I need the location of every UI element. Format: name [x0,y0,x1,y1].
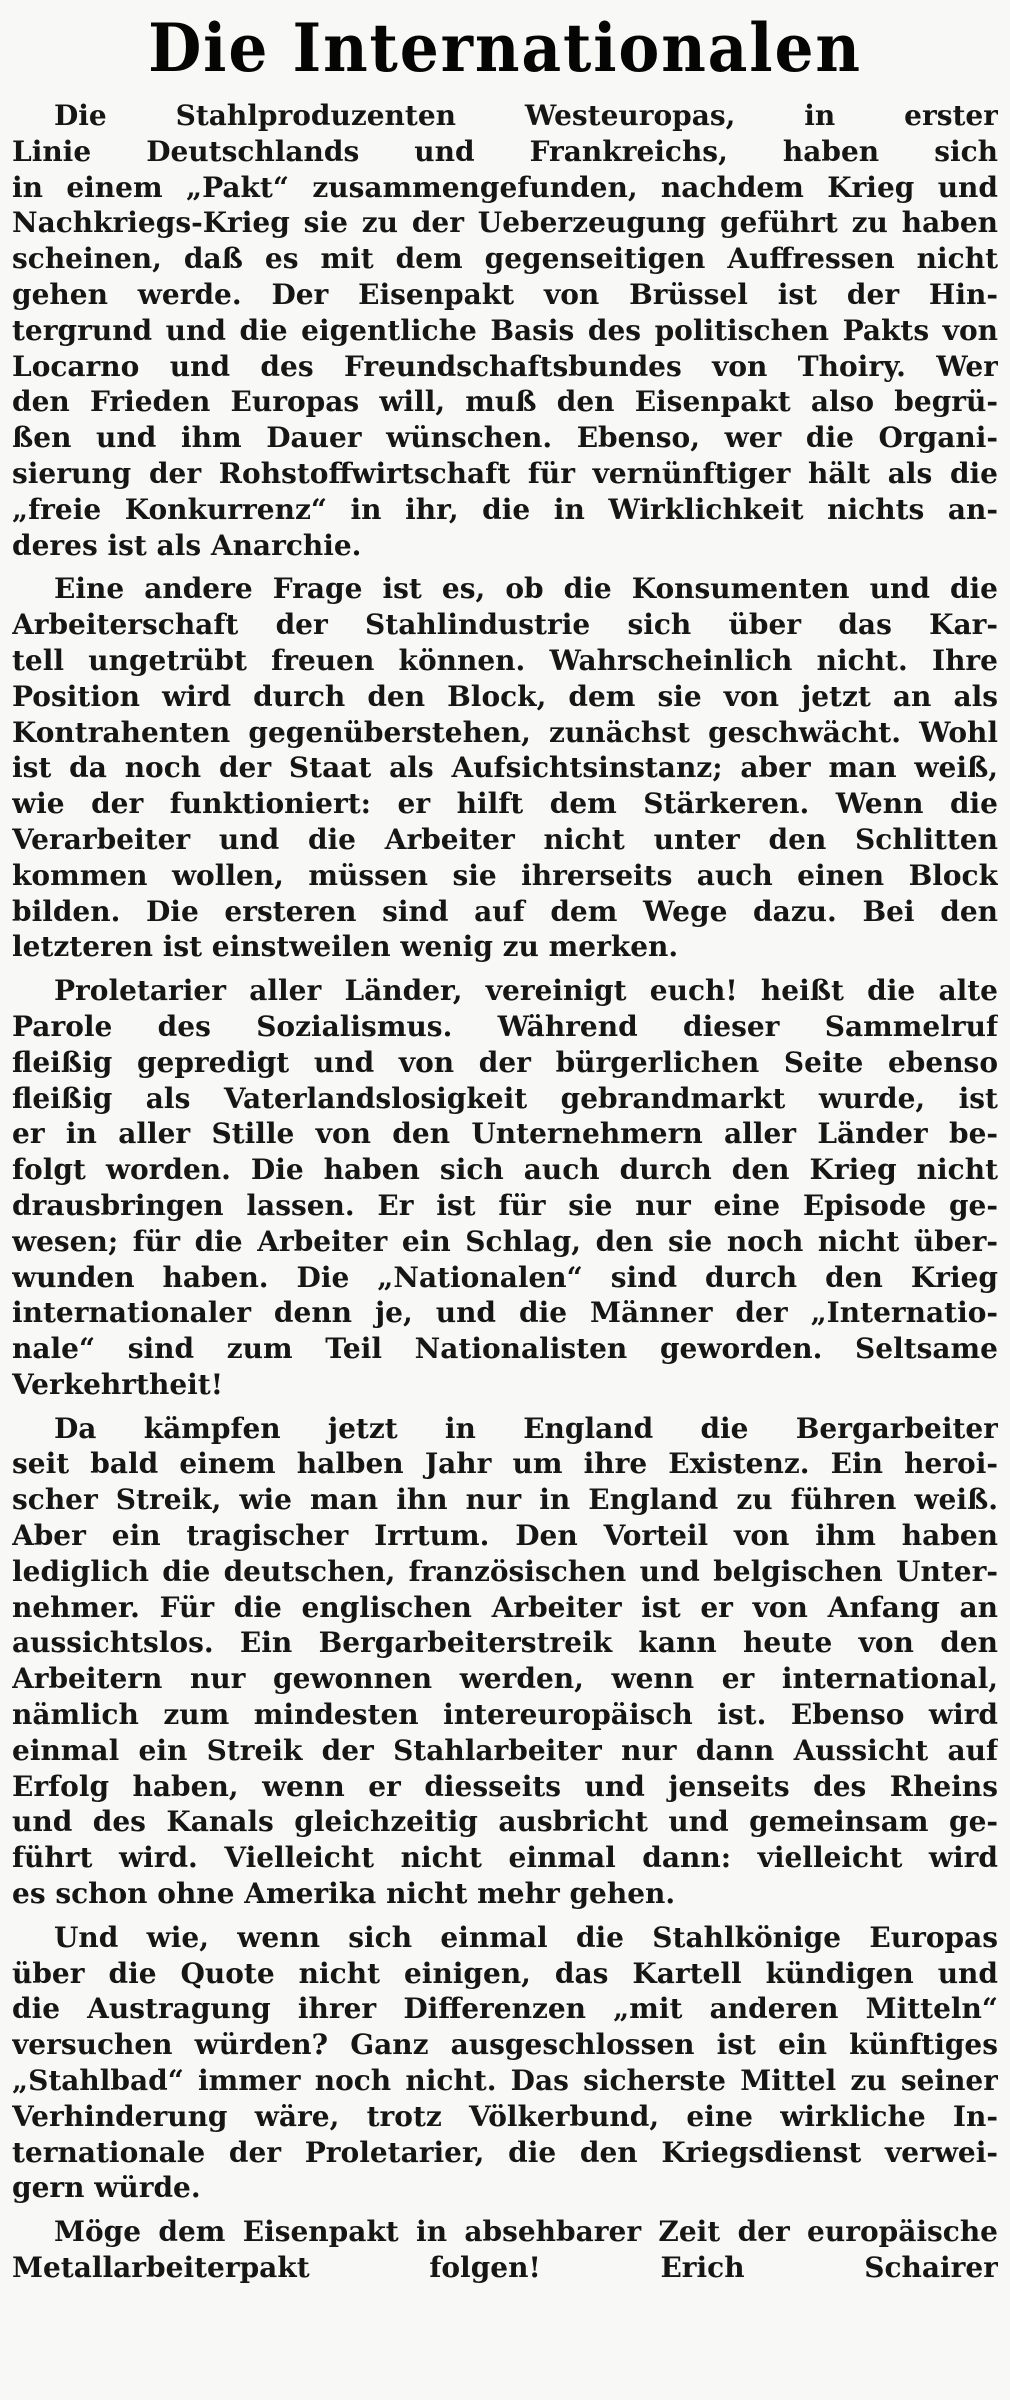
text-line: Die Stahlproduzenten Westeuropas, in erster [54,99,998,132]
text-line: Möge dem Eisenpakt in absehbarer Zeit der europäische [54,2215,998,2249]
text-line: lediglich die deutschen, französischen und belgischen Unter- [12,1554,998,1588]
text-line: Arbeitern nur gewonnen werden, wenn er international, [12,1662,998,1696]
text-line: und des Kanals gleichzeitig ausbricht und gemeinsam ge- [12,1805,998,1839]
text-line: Parole des Sozialismus. Während dieser Sammelruf [12,1009,998,1043]
text-line: Linie Deutschlands und Frankreichs, haben sich [12,134,998,168]
text-line: Verkehrtheit! [12,1367,224,1401]
text-line: drausbringen lassen. Er ist für sie nur eine Episode ge- [12,1188,998,1222]
text-line: es schon ohne Amerika nicht mehr gehen. [12,1877,676,1911]
text-line: sierung der Rohstoffwirtschaft für vernünftiger hält als die [12,456,998,490]
text-line: gern würde. [12,2171,201,2205]
text-line: tergrund und die eigentliche Basis des politischen Pakts von [12,313,998,347]
text-line: einmal ein Streik der Stahlarbeiter nur dann Aussicht auf [12,1733,998,1767]
text-line: ist da noch der Staat als Aufsichtsinstanz; aber man weiß, [12,751,998,785]
article-paragraph [12,973,998,1403]
text-line: bilden. Die ersteren sind auf dem Wege dazu. Bei den [12,894,998,928]
text-line: Da kämpfen jetzt in England die Bergarbeiter [54,1411,998,1445]
text-line: tell ungetrübt freuen können. Wahrscheinlich nicht. Ihre [12,643,998,677]
article-title: Die Internationalen [148,9,862,87]
text-line: nehmer. Für die englischen Arbeiter ist er von Anfang an [12,1590,998,1624]
text-line: deres ist als Anarchie. [12,528,362,562]
text-line: Verarbeiter und die Arbeiter nicht unter den Schlitten [12,822,998,856]
article-paragraph [12,2214,998,2286]
article-body [12,98,998,2294]
text-line: Kontrahenten gegenüberstehen, zunächst geschwächt. Wohl [12,715,998,749]
text-line: scheinen, daß es mit dem gegenseitigen Auffressen nicht [12,242,998,276]
text-line: ternationale der Proletarier, die den Kriegsdienst verwei- [12,2135,998,2169]
text-line: Aber ein tragischer Irrtum. Den Vorteil von ihm haben [12,1519,998,1553]
text-line: nämlich zum mindesten intereuropäisch ist. Ebenso wird [12,1698,998,1732]
text-line: Und wie, wenn sich einmal die Stahlkönige Europas [54,1920,998,1954]
text-line: Locarno und des Freundschaftsbundes von Thoiry. Wer [12,349,998,383]
text-line: letzteren ist einstweilen wenig zu merken. [12,930,679,964]
text-line: aussichtslos. Ein Bergarbeiterstreik kann heute von den [12,1626,998,1660]
article-paragraph [12,571,998,965]
text-line: fleißig als Vaterlandslosigkeit gebrandmarkt wurde, ist [12,1081,998,1115]
text-line: „freie Konkurrenz“ in ihr, die in Wirklichkeit nichts an- [12,492,998,526]
text-line: Position wird durch den Block, dem sie von jetzt an als [12,679,998,713]
text-line: nale“ sind zum Teil Nationalisten geworden. Seltsame [12,1332,998,1366]
text-line: Eine andere Frage ist es, ob die Konsumenten und die [54,572,998,606]
text-line: folgt worden. Die haben sich auch durch den Krieg nicht [12,1153,998,1187]
text-line: „Stahlbad“ immer noch nicht. Das sicherste Mittel zu seiner [12,2064,998,2098]
text-line: wunden haben. Die „Nationalen“ sind durch den Krieg [12,1260,998,1294]
text-line: Arbeiterschaft der Stahlindustrie sich über das Kar- [12,608,998,642]
text-line: den Frieden Europas will, muß den Eisenpakt also begrü- [12,385,998,419]
text-line: er in aller Stille von den Unternehmern aller Länder be- [12,1117,998,1151]
text-line: wesen; für die Arbeiter ein Schlag, den sie noch nicht über- [12,1224,998,1258]
article-paragraph [12,98,998,563]
text-line: internationaler denn je, und die Männer der „Internatio- [12,1296,998,1330]
text-line: Metallarbeiterpakt folgen! Erich Schairer [12,2251,998,2285]
text-line: seit bald einem halben Jahr um ihre Existenz. Ein heroi- [12,1447,998,1481]
text-line: über die Quote nicht einigen, das Kartell kündigen und [12,1956,998,1990]
text-line: gehen werde. Der Eisenpakt von Brüssel ist der Hin- [12,277,998,311]
article-paragraph [12,1920,998,2206]
text-line: in einem „Pakt“ zusammengefunden, nachdem Krieg und [12,170,998,204]
text-line: versuchen würden? Ganz ausgeschlossen ist ein künftiges [12,2028,998,2062]
text-line: kommen wollen, müssen sie ihrerseits auch einen Block [12,858,998,892]
text-line: ßen und ihm Dauer wünschen. Ebenso, wer die Organi- [12,421,998,455]
text-line: führt wird. Vielleicht nicht einmal dann: vielleicht wird [12,1841,998,1875]
text-line: Proletarier aller Länder, vereinigt euch! heißt die alte [54,974,998,1008]
text-line: wie der funktioniert: er hilft dem Stärkeren. Wenn die [12,787,998,821]
text-line: die Austragung ihrer Differenzen „mit anderen Mitteln“ [12,1992,998,2026]
article-paragraph [12,1411,998,1912]
text-line: Verhinderung wäre, trotz Völkerbund, eine wirkliche In- [12,2099,998,2133]
text-line: fleißig gepredigt und von der bürgerlichen Seite ebenso [12,1045,998,1079]
text-line: Erfolg haben, wenn er diesseits und jenseits des Rheins [12,1769,998,1803]
text-line: Nachkriegs-Krieg sie zu der Ueberzeugung geführt zu haben [12,206,998,240]
text-line: scher Streik, wie man ihn nur in England zu führen weiß. [12,1483,998,1517]
